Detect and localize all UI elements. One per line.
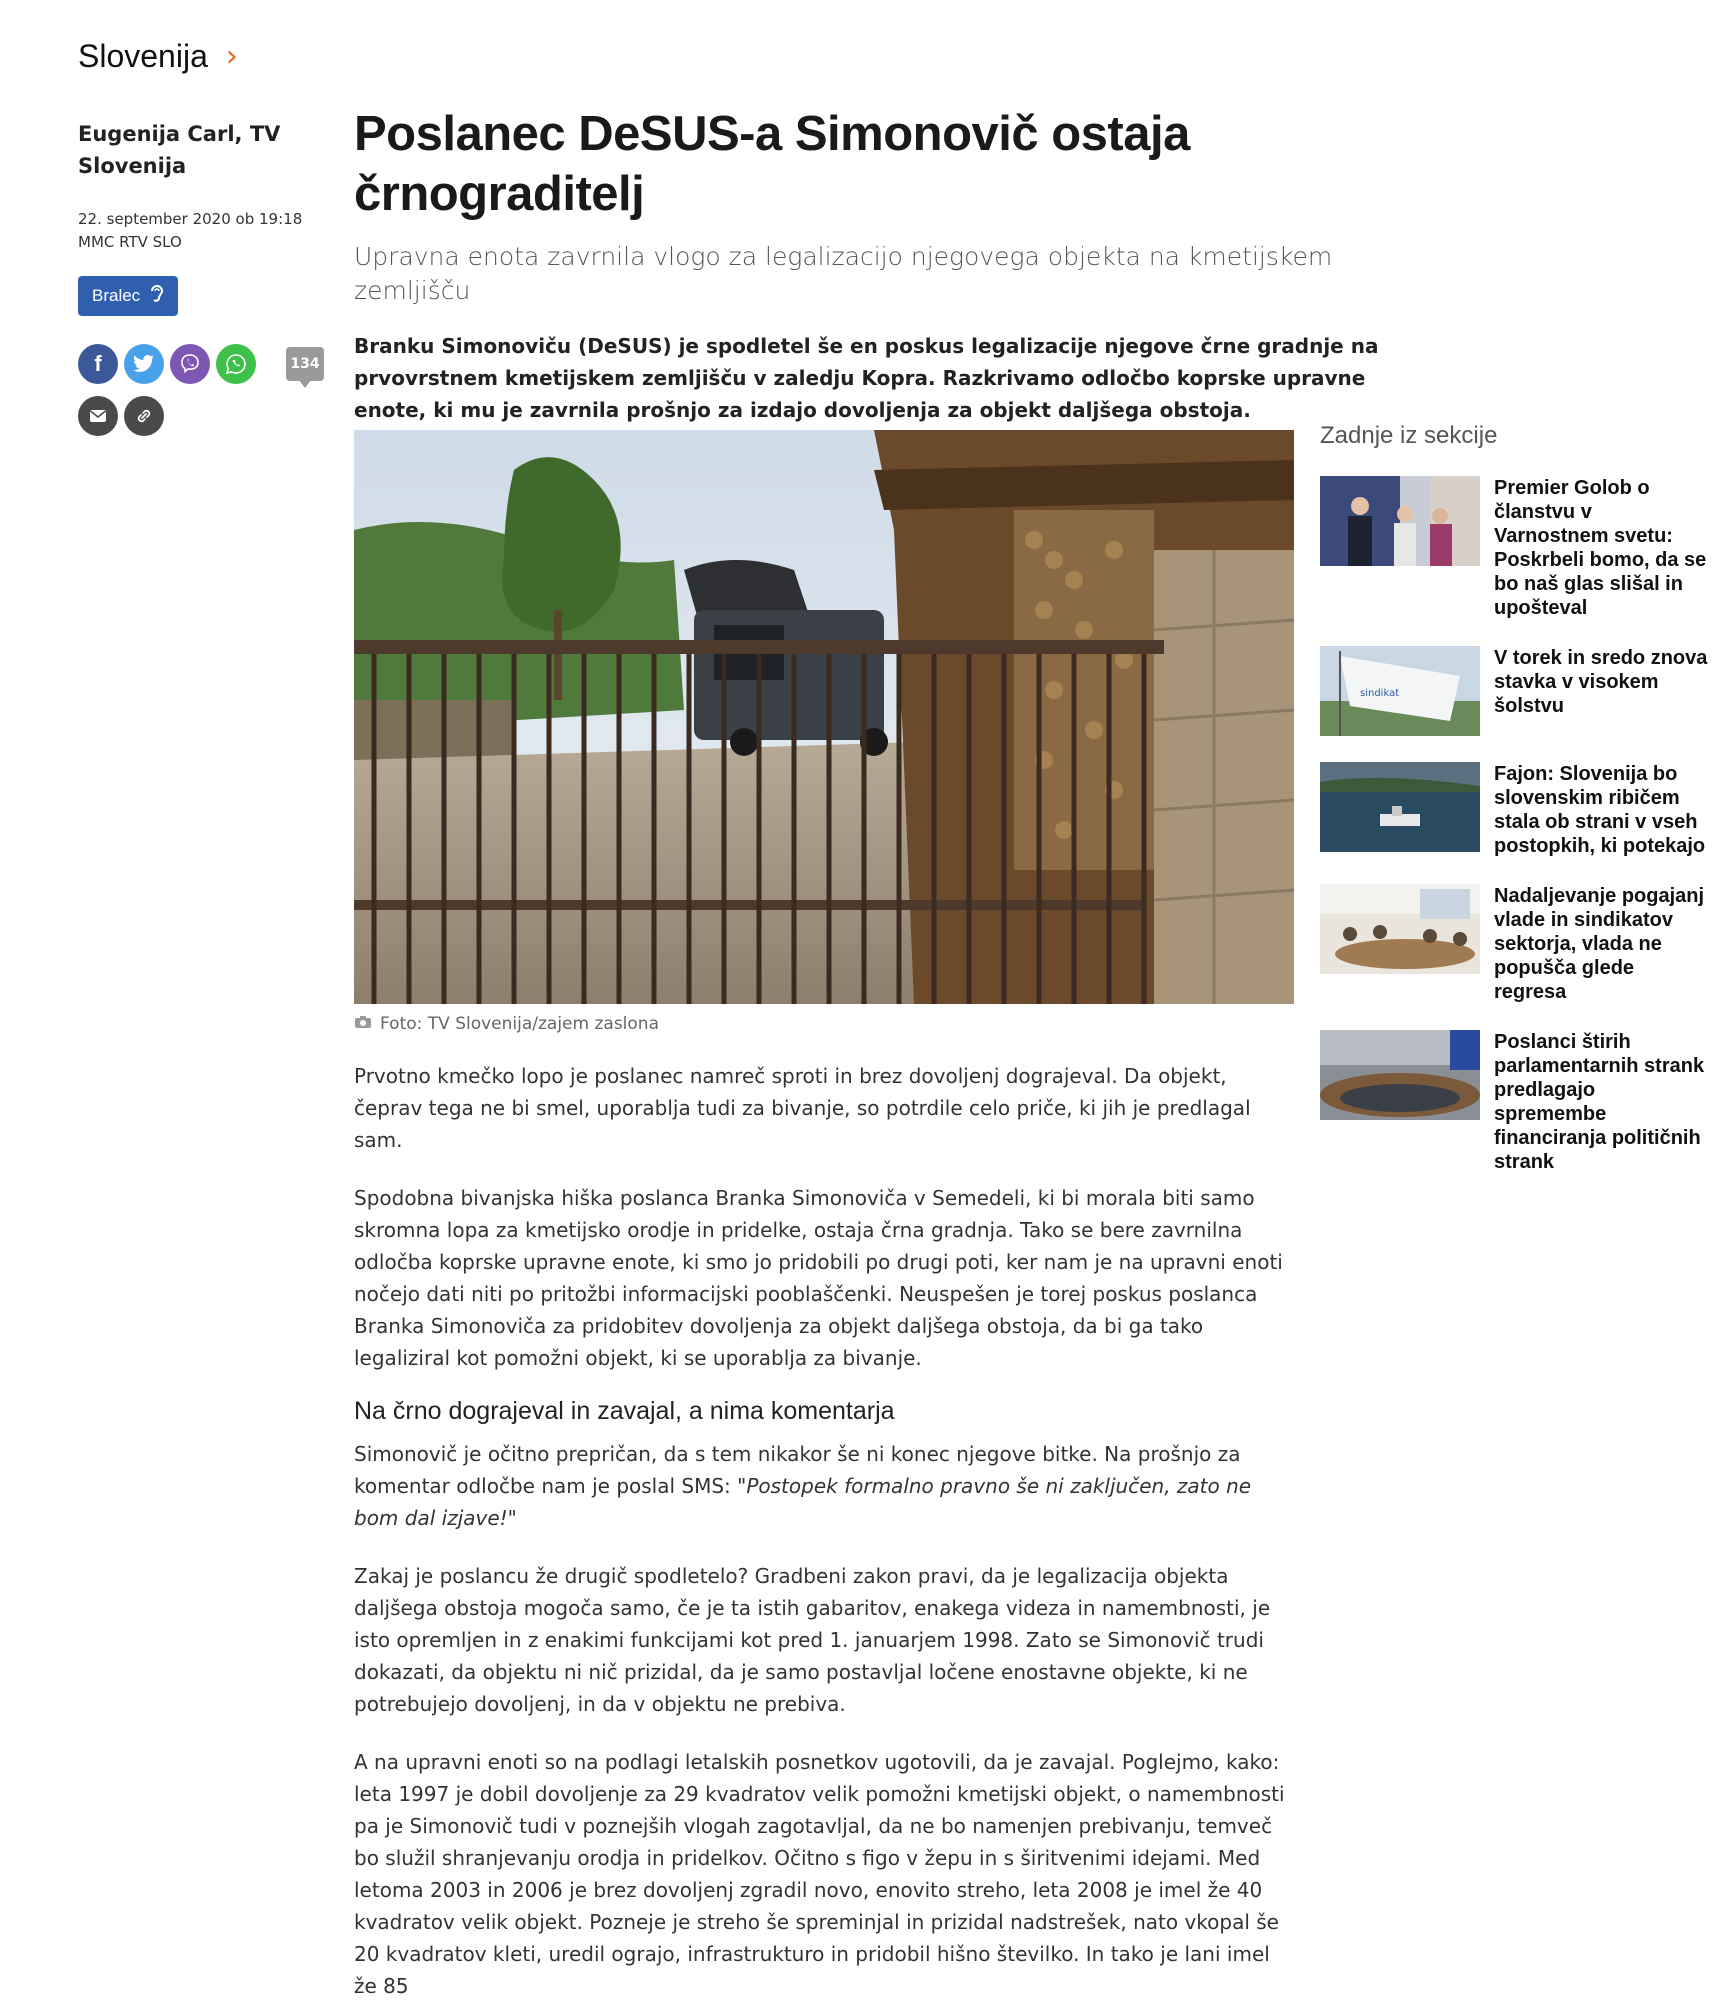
reader-button-label: Bralec [92,286,141,305]
article-lead: Branku Simonoviču (DeSUS) je spodletel še en poskus legalizacije njegove črne gradnje na prvovrstnem kmetijskem zemljišču v zaledju Kopra. Razkrivamo odločbo koprske upravne enote, ki mu je zavrnila prošnjo za izdajo dovoljenja za objekt daljšega obstoja. [354,334,1379,422]
svg-text:sindikat: sindikat [1360,688,1400,699]
sidebar-thumbnail[interactable] [1320,762,1480,852]
whatsapp-icon[interactable] [216,344,256,384]
sidebar-thumbnail[interactable] [1320,476,1480,566]
article-body [354,430,1294,2002]
facebook-icon[interactable]: f [78,344,118,384]
sms-quote: "Postopek formalno pravno še ni zaključen, zato ne bom dal izjave!" [354,1474,1252,1530]
camera-icon [354,1015,372,1033]
link-icon[interactable] [124,396,164,436]
sidebar-title: Zadnje iz sekcije [1320,422,1498,449]
publish-date: 22. september 2020 ob 19:18 [78,210,303,228]
article-subheading: Na črno dograjeval in zavajal, a nima komentarja [354,1397,895,1425]
reader-button[interactable] [78,276,178,316]
ear-icon [150,284,164,309]
sidebar-item[interactable] [1320,1030,1710,1174]
article-paragraph: Zakaj je poslancu že drugič spodletelo? Gradbeni zakon pravi, da je legalizacija objekta daljšega obstoja mogoča samo, če je ta istih gabaritov, enakega videza in namembnosti, je isto opremljen in z enakimi funkcijami kot pred 1. januarjem 1998. Zato se Simonovič trudi dokazati, da objektu ni nič prizidal, da je samo postavljal ločene enostavne objekte, ki ne potrebujejo dovoljenj, in da v objektu ne prebiva. [354,1564,1271,1716]
publish-source: MMC RTV SLO [78,233,182,251]
latest-sidebar [1320,422,1710,1174]
sidebar-item-title[interactable]: Fajon: Slovenija bo slovenskim ribičem stala ob strani v vseh postopkih, ki potekajo [1494,763,1706,857]
photo-caption-text: Foto: TV Slovenija/zajem zaslona [380,1014,659,1034]
twitter-icon[interactable] [124,344,164,384]
sidebar-item[interactable] [1320,646,1710,736]
sidebar-item-title[interactable]: Premier Golob o članstvu v Varnostnem svetu: Poskrbeli bomo, da se bo naš glas slišal in upošteval [1494,477,1707,619]
sidebar-item[interactable] [1320,884,1710,1004]
comments-badge[interactable]: 134 [286,347,324,381]
article-title: Poslanec DeSUS-a Simonovič ostaja črnograditelj [354,107,1190,221]
article-subtitle: Upravna enota zavrnila vlogo za legalizacijo njegovega objekta na kmetijskem zemljišču [354,242,1333,305]
sidebar-item[interactable] [1320,476,1710,620]
article-photo[interactable] [354,430,1294,1004]
article-meta [78,118,328,436]
share-bar [78,344,328,436]
section-label: Slovenija [78,38,208,74]
sidebar-item-title[interactable]: V torek in sredo znova stavka v visokem šolstvu [1494,647,1708,717]
paragraph-text: Simonovič je očitno prepričan, da s tem nikakor še ni konec njegove bitke. Na prošnjo za komentar odločbe nam je poslal SMS: [354,1442,1241,1498]
sidebar-item[interactable] [1320,762,1710,858]
sidebar-thumbnail[interactable] [1320,884,1480,974]
chevron-right-icon: › [225,38,238,74]
mail-icon[interactable] [78,396,118,436]
sidebar-thumbnail[interactable] [1320,646,1480,736]
article-paragraph: Spodobna bivanjska hiška poslanca Branka Simonoviča v Semedeli, ki bi morala biti samo skromna lopa za kmetijsko orodje in pridelke, ostaja črna gradnja. Tako se bere zavrnilna odločba koprske upravne enote, ki smo jo pridobili po drugi poti, ker nam je na upravni enoti nočejo dati niti po pritožbi informacijski pooblaščenki. Neuspešen je torej poskus poslanca Branka Simonoviča za pridobitev dovoljenja za objekt daljšega obstoja, da bi ga tako legaliziral kot pomožni objekt, ki se uporablja za bivanje. [354,1186,1283,1370]
author-name[interactable]: Eugenija Carl, TV Slovenija [78,122,281,178]
article-paragraph: Prvotno kmečko lopo je poslanec namreč sproti in brez dovoljenj dograjeval. Da objekt, čeprav tega ne bi smel, uporablja tudi za bivanje, so potrdile celo priče, ki jih je predlagal sam. [354,1064,1251,1152]
sidebar-item-title[interactable]: Poslanci štirih parlamentarnih strank predlagajo spremembe financiranja političnih strank [1494,1031,1705,1173]
section-link[interactable] [78,38,238,75]
article-paragraph-quote [354,1438,1294,1534]
article-header [354,104,1414,426]
viber-icon[interactable] [170,344,210,384]
article-paragraph: A na upravni enoti so na podlagi letalskih posnetkov ugotovili, da je zavajal. Poglejmo, kako: leta 1997 je dobil dovoljenje za 29 kvadratov velik pomožni kmetijski objekt, o namembnosti pa je Simonovič tudi v poznejših vlogah zagotavljal, da ne bo namenjen prebivanju, temveč bo služil shranjevanju orodja in pridelkov. Očitno s figo v žepu in s širitvenimi idejami. Med letoma 2003 in 2006 je brez dovoljenj zgradil novo, enovito streho, leta 2008 je imel že 40 kvadratov velik objekt. Pozneje je streho še spreminjal in prizidal nadstrešek, nato vkopal še 20 kvadratov kleti, uredil ograjo, infrastrukturo in pridobil hišno številko. In tako je lani imel že 85 [354,1750,1285,1998]
sidebar-item-title[interactable]: Nadaljevanje pogajanj vlade in sindikatov sektorja, vlada ne popušča glede regresa [1494,885,1705,1003]
sidebar-thumbnail[interactable] [1320,1030,1480,1120]
photo-caption [354,1014,1294,1034]
